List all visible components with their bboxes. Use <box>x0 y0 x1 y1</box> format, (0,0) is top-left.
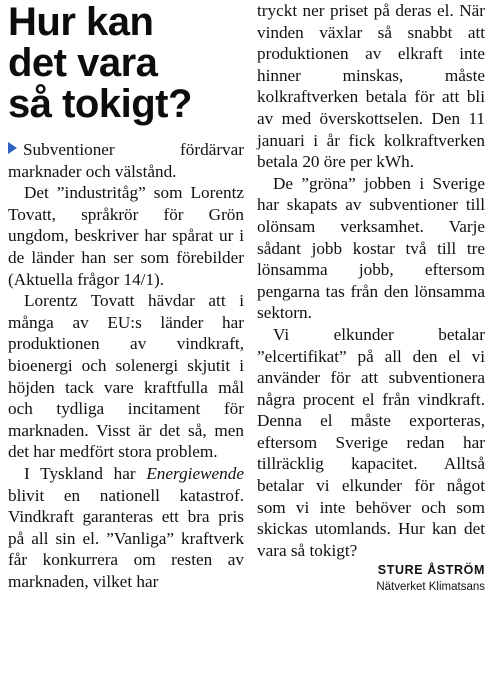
ingress <box>8 139 244 182</box>
author-organization: Nätverket Klimatsans <box>376 581 485 594</box>
right-paragraph-2: De ”gröna” jobben i Sverige har skapats av subventioner till olönsam verksamhet. Varje sådant jobb kostar två till tre lönsamma jobb, eftersom pengarna tas från den lönsamma sektorn. <box>257 173 485 323</box>
right-column <box>257 0 485 593</box>
left-body <box>8 182 244 592</box>
left-column <box>8 0 244 592</box>
left-paragraph-1: Det ”industritåg” som Lorentz Tovatt, språkrör för Grön ungdom, beskriver har spårat ur i de länder han ser som förebilder (Aktuella frågor 14/1). <box>8 183 244 289</box>
headline: Hur kan det vara så tokigt? <box>8 0 192 126</box>
left-paragraph-3 <box>8 463 244 593</box>
left-paragraph-3-start: I Tyskland har <box>24 463 147 483</box>
left-paragraph-2: Lorentz Tovatt hävdar att i många av EU:s länder har produktionen av vindkraft, bioenergi och solenergi skjutit i höjden tack vare kraftfulla mål och tydliga incitament för marknaden. Visst är det så, men det har medfört stora problem. <box>8 291 244 462</box>
right-body <box>257 0 485 561</box>
triangle-right-icon <box>8 142 17 154</box>
left-paragraph-3-rest: blivit en nationell katastrof. Vindkraft garanteras ett bra pris på all sin el. ”Vanliga” kraftverk får konkurrera om resten av marknaden, vilket har <box>8 485 244 591</box>
right-paragraph-1: tryckt ner priset på deras el. När vinden växlar så snabbt att produktionen av elkraft inte hinner minskas, måste kolkraftverken betala för att bli av med överskottselen. Den 11 januari i år fick kolkraftverken betala 20 öre per kWh. <box>257 1 485 172</box>
right-paragraph-3: Vi elkunder betalar ”elcertifikat” på all den el vi använder för att subventionera några procent el från vindkraft. Denna el måste exporteras, eftersom Sverige redan har tillräcklig kapacitet. Alltså betalar vi elkunder för något som vi inte behöver och som skickas utomlands. Hur kan det vara så tokigt? <box>257 324 485 560</box>
author-signature: STURE ÅSTRÖM <box>377 563 485 578</box>
energiewende-term: Energiewende <box>146 463 244 483</box>
ingress-text: Subventioner fördärvar marknader och välstånd. <box>8 140 244 181</box>
